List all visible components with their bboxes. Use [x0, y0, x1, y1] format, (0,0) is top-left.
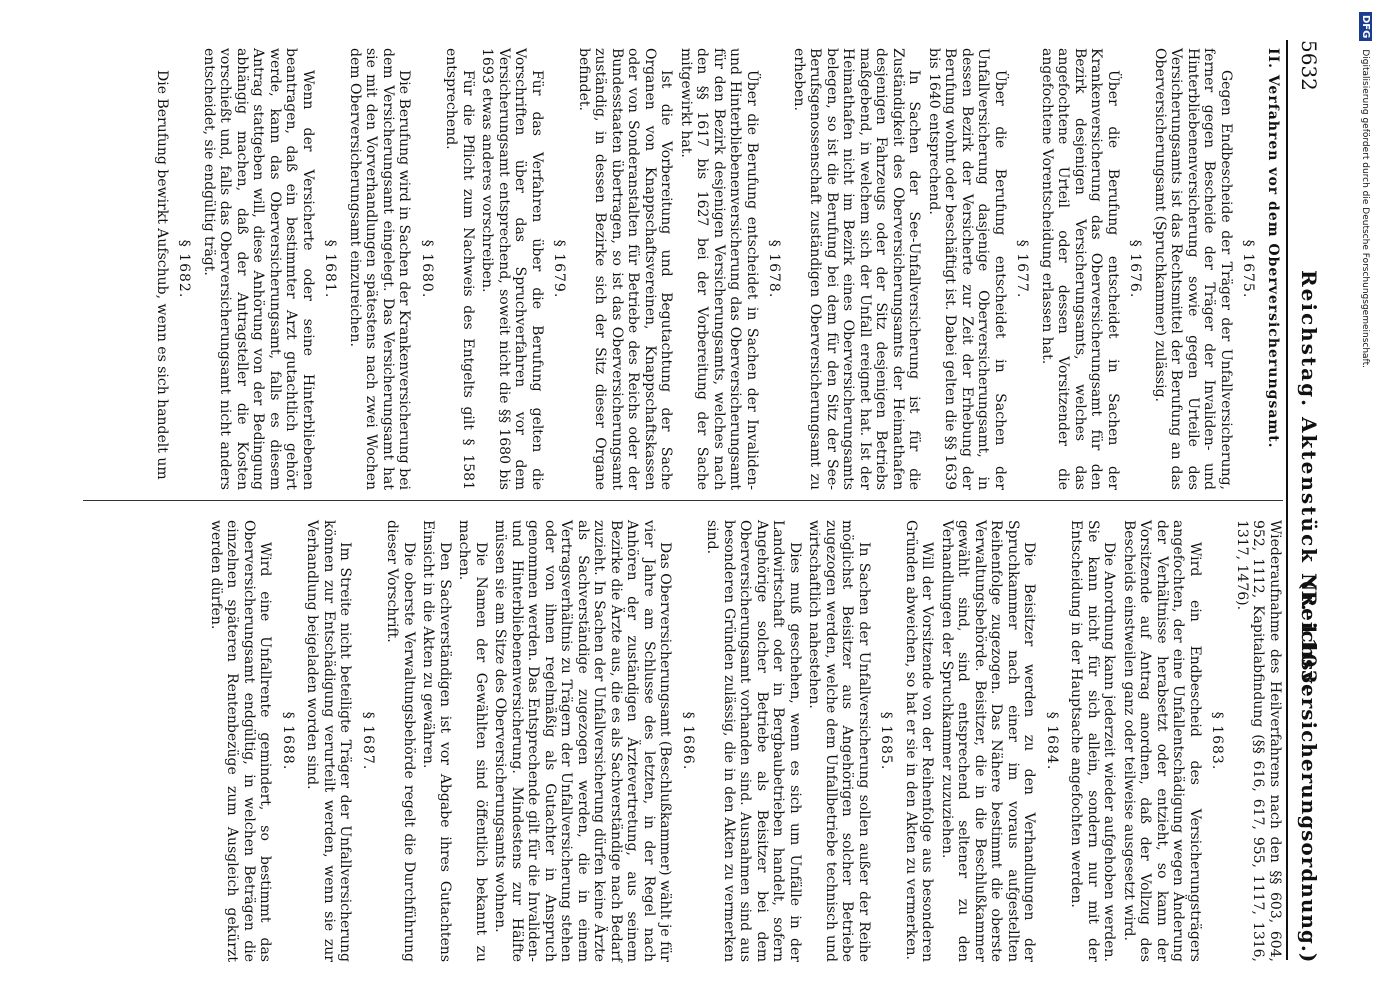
paragraph-number: § 1678.: [766, 239, 783, 299]
body-paragraph: Gegen Endbescheide der Träger der Unfallversicherung, ferner gegen Bescheide der Träger der Invaliden- und Hinterbliebenenversicherung sowie gegen Urteile des Versicherungsamts ist das Rechtsmittel der Berufung an das Oberversicherungsamt (Spruchkammer) zulässig.: [1152, 48, 1234, 490]
paragraph-number: § 1684.: [1044, 711, 1060, 771]
body-paragraph: Wird ein Endbescheid des Versicherungsträgers angefochten, der eine Unfallentschädigung wegen Änderung der Verhältnisse herabsetzt oder entzieht, so kann der Vorsitzende auf Antrag anordnen, daß der Vollzug des Bescheids einstweilen ganz oder teilweise ausgesetzt wird.: [1121, 520, 1203, 962]
body-paragraph: Den Sachverständigen ist vor Abgabe ihres Gutachtens Einsicht in die Akten zu gewähren.: [420, 520, 453, 962]
body-paragraph: Die oberste Verwaltungsbehörde regelt die Durchführung dieser Vorschrift.: [384, 520, 417, 962]
paragraph-number: § 1676.: [1127, 239, 1144, 299]
header-rule: [1286, 40, 1288, 960]
body-paragraph: In Sachen der See-Unfallversicherung ist für die Zuständigkeit des Oberversicherungsamts der Heimathafen desjenigen Fahrzeugs oder der Sitz desjenigen Betriebs maßgebend, in welchem sich der Unfall ereignet hat. Ist der Heimathafen nicht im Bezirk eines Oberversicherungsamts belegen, so ist die Berufung bei dem für den Sitz der See-Berufsgenossenschaft zuständigen Oberversicherungsamt zu erheben.: [791, 48, 923, 490]
right-column: [205, 520, 1284, 962]
body-paragraph: Die Anordnung kann jederzeit wieder aufgehoben werden. Sie kann nicht für sich allein, sondern nur mit der Entscheidung in der Hauptsache angefochten werden.: [1068, 520, 1118, 962]
credit-text: Digitalisierung gefördert durch die Deutsche Forschungsgemeinschaft.: [1360, 49, 1370, 368]
body-paragraph: Will der Vorsitzende von der Reihenfolge aus besonderen Gründen abweichen, so hat er sie in den Akten zu vermerken.: [903, 520, 936, 962]
body-paragraph: Für die Pflicht zum Nachweis des Entgelts gilt § 1581 entsprechend.: [443, 48, 476, 490]
body-paragraph: In Sachen der Unfallversicherung sollen außer der Reihe möglichst Beisitzer aus Angehörigen solcher Betriebe zugezogen werden, welche dem Unfallbetriebe technisch und wirtschaftlich nahestehen.: [806, 520, 872, 962]
page-number: 5632: [1297, 40, 1321, 91]
body-paragraph: Die Beisitzer werden zu den Verhandlungen der Spruchkammer nach einer im voraus aufgestellten Reihenfolge zugezogen. Das Nähere bestimmt die oberste Verwaltungsbehörde. Beisitzer, die in die Beschlußkammer gewählt sind, sind entsprechend seltener zu den Verhandlungen der Spruchkammer zuzuziehen.: [939, 520, 1038, 962]
paragraph-number: § 1682.: [176, 239, 193, 299]
running-subtitle: (Reichsversicherungsordnung.): [1297, 580, 1321, 964]
paragraph-number: § 1679.: [551, 239, 568, 299]
body-paragraph: Über die Berufung entscheidet in Sachen der Unfallversicherung dasjenige Oberversicherungsamt, in dessen Bezirk der Versicherte zur Zeit der Erhebung der Berufung wohnt oder beschäftigt ist. Dabei gelten die §§ 1639 bis 1640 entsprechend.: [926, 48, 1008, 490]
paragraph-number: § 1680.: [419, 239, 435, 299]
running-title: Reichstag. Aktenstück Nr. 1103.: [1297, 270, 1321, 695]
body-paragraph: Wird eine Unfallrente gemindert, so bestimmt das Oberversicherungsamt endgültig, in welchen Beträgen die einzelnen späteren Rentenbezüge zum Ausgleich gekürzt werden dürfen.: [208, 520, 274, 962]
paragraph-number: § 1686.: [680, 711, 696, 771]
body-paragraph: Die Namen der Gewählten sind öffentlich bekannt zu machen.: [456, 520, 489, 962]
section-heading: II. Verfahren vor dem Oberversicherungsamt.: [1265, 48, 1281, 449]
body-paragraph: Über die Berufung entscheidet in Sachen der Krankenversicherung das Oberversicherungsamt für den Bezirk desjenigen Versicherungsamts, welches das angefochtene Urteil oder dessen Vorsitzender die angefochtene Vorentscheidung erlassen hat.: [1039, 48, 1121, 490]
paragraph-number: § 1687.: [360, 711, 376, 771]
paragraph-number: § 1683.: [1209, 711, 1226, 771]
body-paragraph: Wenn der Versicherte oder seine Hinterbliebenen beantragen, daß ein bestimmter Arzt gutachtlich gehört werde, kann das Oberversicherungsamt, falls es diesem Antrag stattgeben will, diese Anhörung von der Bedingung abhängig machen, daß der Antragsteller die Kosten vorschießt und, falls das Oberversicherungsamt nicht anders entscheidet, sie endgültig trägt.: [201, 48, 316, 490]
body-paragraph: Die Berufung bewirkt Aufschub, wenn es sich handelt um: [154, 70, 170, 480]
paragraph-number: § 1677.: [1014, 239, 1031, 299]
body-paragraph: Wiederaufnahme des Heilverfahrens nach den §§ 603, 604, 952, 1112, Kapitalabfindung (§§ 616, 617, 955, 1117, 1316, 1317, 1476).: [1234, 520, 1283, 962]
running-head: [1291, 40, 1321, 964]
body-paragraph: Die Berufung wird in Sachen der Krankenversicherung bei dem Versicherungsamt eingelegt. Das Versicherungsamt hat sie mit den Vorverhandlungen spätestens nach zwei Wochen dem Oberversicherungsamt einzureichen.: [347, 48, 413, 490]
dfg-logo: DFG: [1359, 12, 1372, 41]
body-paragraph: Ist die Vorbereitung und Begutachtung der Sache Organen von Knappschaftsvereinen, Knappschaftskassen oder von Sonderanstalten für Betriebe des Reichs oder der Bundesstaaten übertragen, so ist das Oberversicherungsamt zuständig, in dessen Bezirke sich der Sitz dieser Organe befindet.: [576, 48, 675, 490]
paragraph-number: § 1681.: [322, 239, 339, 299]
body-paragraph: Im Streite nicht beteiligte Träger der Unfallversicherung können zur Entschädigung verurteilt werden, wenn sie zur Verhandlung beigeladen worden sind.: [304, 520, 354, 962]
left-column: [151, 48, 1284, 490]
body-paragraph: Dies muß geschehen, wenn es sich um Unfälle in der Landwirtschaft oder in Bergbaubetrieben handelt, sofern Angehörige solcher Betriebe als Beisitzer bei dem Oberversicherungsamt vorhanden sind. Ausnahmen sind aus besonderen Gründen zulässig, die in den Akten zu vermerken sind.: [704, 520, 803, 962]
digitization-credit: [1352, 12, 1378, 772]
body-paragraph: Das Oberversicherungsamt (Beschlußkammer) wählt je für vier Jahre am Schlusse des letzten, in der Regel nach Anhören der zuständigen Ärztevertretung, aus seinem Bezirke die Ärzte aus, die es als Sachverständige nach Bedarf zuzieht. In Sachen der Unfallversicherung dürfen keine Ärzte als Sachverständige zugezogen werden, die in einem Vertragsverhältnis zu Trägern der Unfallversicherung stehen oder von ihnen regelmäßig als Gutachter in Anspruch genommen werden. Das Entsprechende gilt für die Invaliden- und Hinterbliebenenversicherung. Mindestens zur Hälfte müssen sie am Sitze des Oberversicherungsamts wohnen.: [492, 520, 674, 962]
body-paragraph: Für das Verfahren über die Berufung gelten die Vorschriften über das Spruchverfahren vor dem Versicherungsamt entsprechend, soweit nicht die §§ 1680 bis 1693 etwas anderes vorschreiben.: [479, 48, 545, 490]
paragraph-number: § 1688.: [280, 711, 296, 771]
paragraph-number: § 1685.: [878, 711, 895, 771]
column-divider: [83, 500, 1283, 501]
paragraph-number: § 1675.: [1240, 239, 1257, 299]
body-paragraph: Über die Berufung entscheidet in Sachen der Invaliden- und Hinterbliebenenversicherung das Oberversicherungsamt für den Bezirk desjenigen Versicherungsamts, welches nach den §§ 1617 bis 1627 bei der Vorbereitung der Sache mitgewirkt hat.: [678, 48, 760, 490]
